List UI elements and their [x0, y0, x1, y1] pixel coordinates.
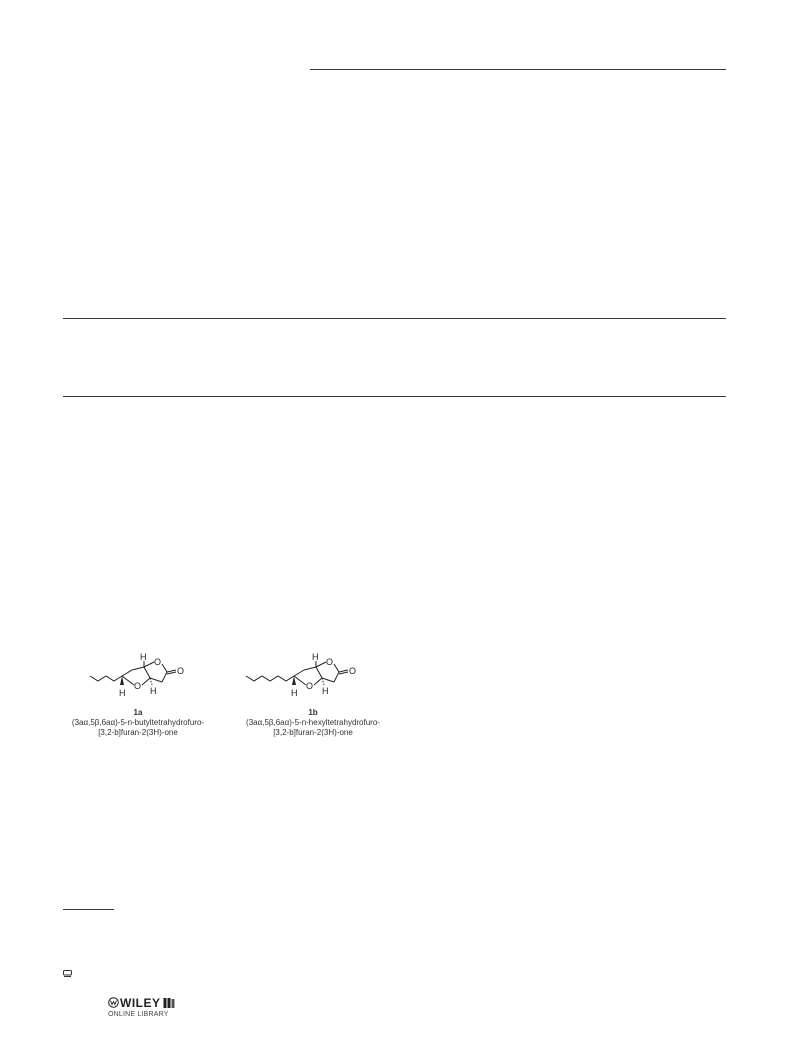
svg-text:O: O — [326, 657, 334, 667]
structure-1a — [88, 652, 208, 702]
svg-text:H: H — [322, 686, 329, 696]
svg-text:H: H — [291, 688, 298, 698]
print-icon[interactable] — [63, 970, 72, 977]
compound-name-1a-line2: [3,2-b]furan-2(3H)-one — [98, 728, 178, 737]
wiley-online-library-logo[interactable] — [108, 996, 178, 1024]
compound-name-1a — [38, 718, 238, 738]
svg-text:H: H — [119, 688, 126, 698]
compound-name-1b-line1: (3aα,5β,6aα)-5-n-hexyltetrahydrofuro- — [246, 718, 380, 727]
compound-name-1b — [213, 718, 413, 738]
svg-text:O: O — [177, 666, 185, 676]
svg-text:H: H — [140, 652, 147, 662]
structure-1b — [244, 652, 374, 702]
logo-word: WILEY — [120, 996, 161, 1010]
svg-text:H: H — [312, 652, 319, 662]
footnote-rule — [63, 909, 114, 910]
circle-w-icon — [108, 997, 119, 1008]
table-bottom-rule — [63, 396, 726, 397]
compound-id-1b: 1b — [308, 708, 318, 717]
compound-name-1a-line1: (3aα,5β,6aα)-5-n-butyltetrahydrofuro- — [71, 718, 205, 727]
compound-name-1b-line2: [3,2-b]furan-2(3H)-one — [273, 728, 353, 737]
logo-subtitle: ONLINE LIBRARY — [108, 1011, 169, 1018]
svg-text:O: O — [134, 681, 142, 691]
compound-id-1a: 1a — [133, 708, 143, 717]
svg-text:H: H — [150, 686, 157, 696]
svg-text:O: O — [306, 681, 314, 691]
table-top-rule — [63, 318, 726, 319]
book-icon — [163, 997, 175, 1009]
svg-text:O: O — [349, 666, 357, 676]
header-rule — [310, 69, 726, 70]
svg-text:O: O — [154, 657, 162, 667]
